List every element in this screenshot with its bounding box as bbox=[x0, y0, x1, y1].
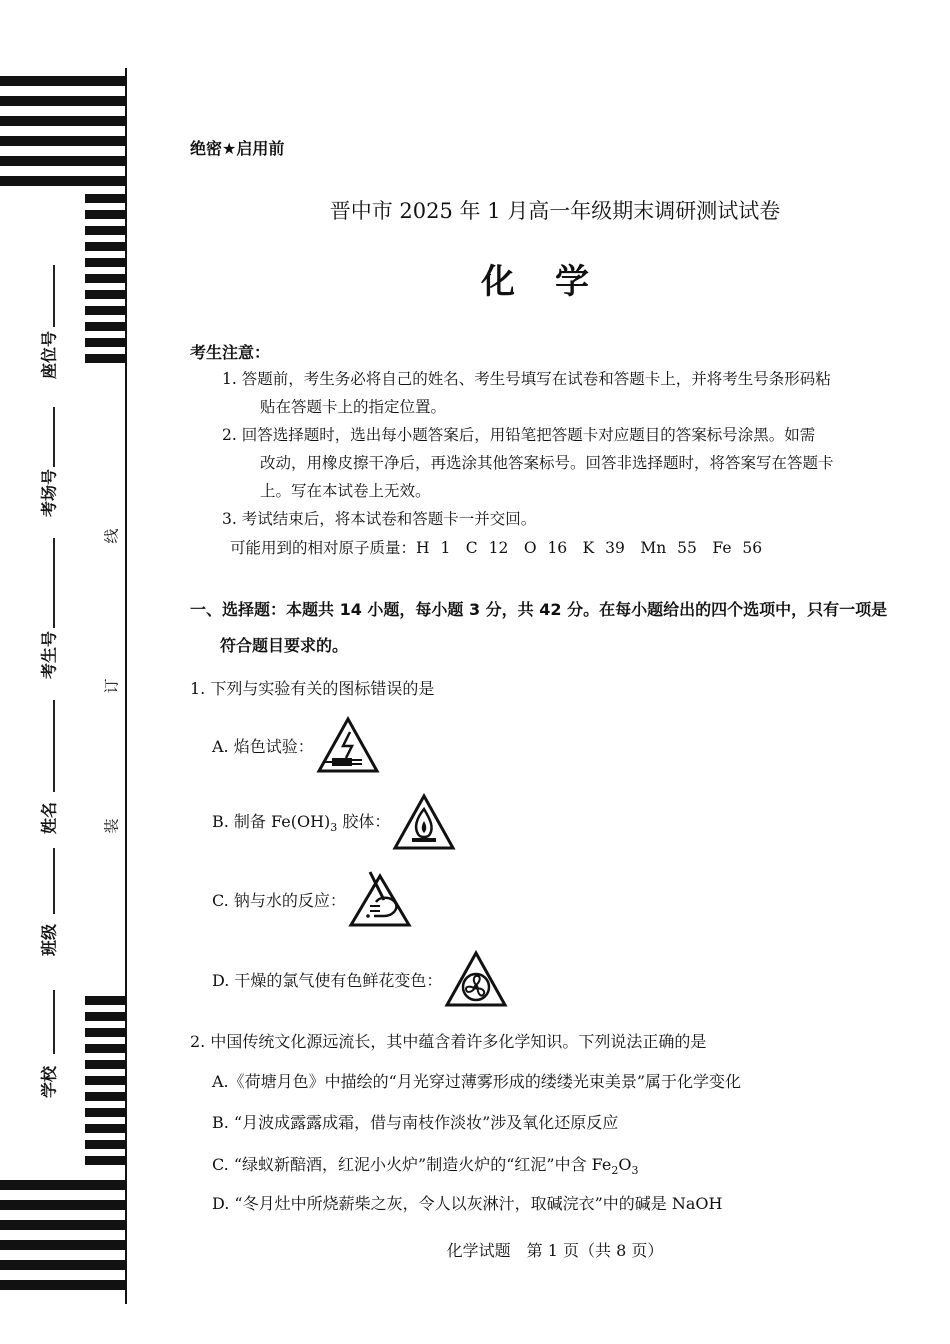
q1-stem: 1. 下列与实验有关的图标错误的是 bbox=[190, 679, 435, 698]
class-label: 班级 bbox=[39, 923, 59, 957]
candidate-number-label: 考生号 bbox=[39, 630, 59, 680]
name-label: 姓名 bbox=[39, 801, 59, 835]
exam-room-label: 考场号 bbox=[39, 468, 59, 518]
sharp-object-hazard-icon bbox=[348, 870, 412, 928]
exam-title: 晋中市 2025 年 1 月高一年级期末调研测试试卷 bbox=[329, 199, 781, 223]
q1-option-d: D. 干燥的氯气使有色鲜花变色： bbox=[212, 950, 508, 1008]
q2-option-a: A.《荷塘月色》中描绘的“月光穿过薄雾形成的缕缕光束美景”属于化学变化 bbox=[212, 1072, 742, 1091]
q1-option-b: B. 制备 $Fe(OH)_3$ 胶体： bbox=[212, 793, 456, 851]
cut-mark-staple: 订 bbox=[102, 678, 121, 694]
q2-option-b: B. “月波成露露成霜，借与南枝作淡妆”涉及氧化还原反应 bbox=[212, 1113, 619, 1132]
atomic-masses: 可能用到的相对原子质量：H 1 C 12 O 16 K 39 Mn 55 Fe 56 bbox=[230, 539, 763, 557]
notice-item-1: 1. 答题前，考生务必将自己的姓名、考生号填写在试卷和答题卡上，并将考生号条形码粘 贴在答题卡上的指定位置。 bbox=[222, 370, 831, 416]
notice-item-2: 2. 回答选择题时，选出每小题答案后，用铅笔把答题卡对应题目的答案标号涂黑。如需 改动，用橡皮擦干净后，再选涂其他答案标号。回答非选择题时，将答案写在答题卡 上。写在本试卷上无效。 bbox=[222, 426, 834, 500]
ventilation-fan-icon bbox=[444, 950, 508, 1008]
school-label: 学校 bbox=[39, 1065, 59, 1099]
q1-option-c: C. 钠与水的反应： bbox=[212, 870, 412, 928]
cut-mark-bind: 装 bbox=[102, 818, 121, 834]
notice-heading: 考生注意： bbox=[190, 343, 271, 362]
q1-option-a: A. 焰色试验： bbox=[212, 716, 380, 774]
q2-stem: 2. 中国传统文化源远流长，其中蕴含着许多化学知识。下列说法正确的是 bbox=[190, 1032, 707, 1051]
electrical-hazard-icon bbox=[316, 716, 380, 774]
q2-option-c: C. “绿蚁新醅酒，红泥小火炉”制造火炉的“红泥”中含 $Fe_2O_3$ bbox=[212, 1155, 639, 1178]
section-heading: 一、选择题：本题共 14 小题，每小题 3 分，共 42 分。在每小题给出的四个选项中，只有一项是 符合题目要求的。 bbox=[190, 600, 888, 655]
cut-mark-line: 线 bbox=[102, 528, 121, 544]
flame-hazard-icon bbox=[392, 793, 456, 851]
notice-item-3: 3. 考试结束后，将本试卷和答题卡一并交回。 bbox=[222, 510, 537, 528]
q2-option-d: D. “冬月灶中所烧薪柴之灰，令人以灰淋汁，取碱浣衣”中的碱是 NaOH bbox=[212, 1194, 723, 1213]
seat-number-label: 座位号 bbox=[39, 330, 59, 380]
subject-title: 化学 bbox=[481, 262, 629, 302]
page-footer: 化学试题 第 1 页（共 8 页） bbox=[446, 1241, 664, 1260]
confidential-mark: 绝密★启用前 bbox=[190, 139, 285, 158]
